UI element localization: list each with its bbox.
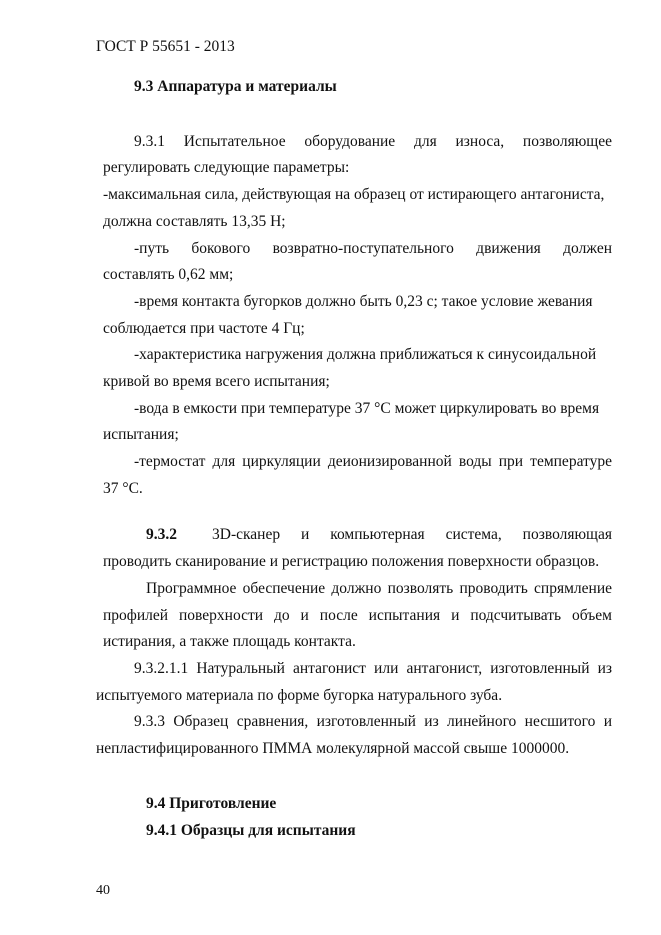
paragraph-9-3-3-line-1: 9.3.3 Образец сравнения, изготовленный из линейного несшитого и	[134, 713, 612, 730]
paragraph-9-3-3-line-2: непластифицированного ПММА молекулярной массой свыше 1000000.	[96, 740, 570, 757]
page-number: 40	[96, 883, 110, 898]
section-heading-9-4-1: 9.4.1 Образцы для испытания	[146, 822, 356, 839]
item-max-force-line-1: -максимальная сила, действующая на образец от истирающего антагониста,	[103, 186, 605, 203]
document-header: ГОСТ Р 55651 - 2013	[96, 38, 235, 55]
item-contact-time-line-2: соблюдается при частоте 4 Гц;	[103, 320, 305, 337]
section-heading-9-4: 9.4 Приготовление	[146, 795, 277, 812]
item-water-line-1: -вода в емкости при температуре 37 °С может циркулировать во время	[134, 400, 600, 417]
software-paragraph-line-2: профилей поверхности до и после испытания и подсчитывать объем	[103, 607, 612, 624]
item-thermostat-line-2: 37 °С.	[103, 480, 143, 497]
item-load-characteristic-line-1: -характеристика нагружения должна приближаться к синусоидальной	[134, 346, 597, 363]
paragraph-9-3-2-number: 9.3.2	[146, 526, 177, 543]
paragraph-9-3-1-line-2: регулировать следующие параметры:	[103, 159, 350, 176]
paragraph-9-3-1-line-1: 9.3.1 Испытательное оборудование для износа, позволяющее	[134, 133, 612, 150]
paragraph-9-3-2-line-1: 3D-сканер и компьютерная система, позволяющая	[212, 526, 612, 543]
software-paragraph-line-3: истирания, а также площадь контакта.	[103, 633, 356, 650]
item-path-line-2: составлять 0,62 мм;	[103, 266, 234, 283]
item-thermostat-line-1: -термостат для циркуляции деионизированной воды при температуре	[134, 453, 612, 470]
paragraph-9-3-2-line-2: проводить сканирование и регистрацию положения поверхности образцов.	[103, 553, 600, 570]
paragraph-9-3-2-1-1-line-1: 9.3.2.1.1 Натуральный антагонист или антагонист, изготовленный из	[134, 660, 612, 677]
paragraph-9-3-2-1-1-line-2: испытуемого материала по форме бугорка натурального зуба.	[96, 687, 503, 704]
section-heading-9-3: 9.3 Аппаратура и материалы	[134, 78, 337, 95]
item-contact-time-line-1: -время контакта бугорков должно быть 0,23 с; такое условие жевания	[134, 293, 593, 310]
software-paragraph-line-1: Программное обеспечение должно позволять проводить спрямление	[146, 580, 612, 597]
item-max-force-line-2: должна составлять 13,35 Н;	[103, 213, 286, 230]
item-load-characteristic-line-2: кривой во время всего испытания;	[103, 373, 330, 390]
item-path-line-1: -путь бокового возвратно-поступательного движения должен	[134, 240, 612, 257]
item-water-line-2: испытания;	[103, 426, 179, 443]
